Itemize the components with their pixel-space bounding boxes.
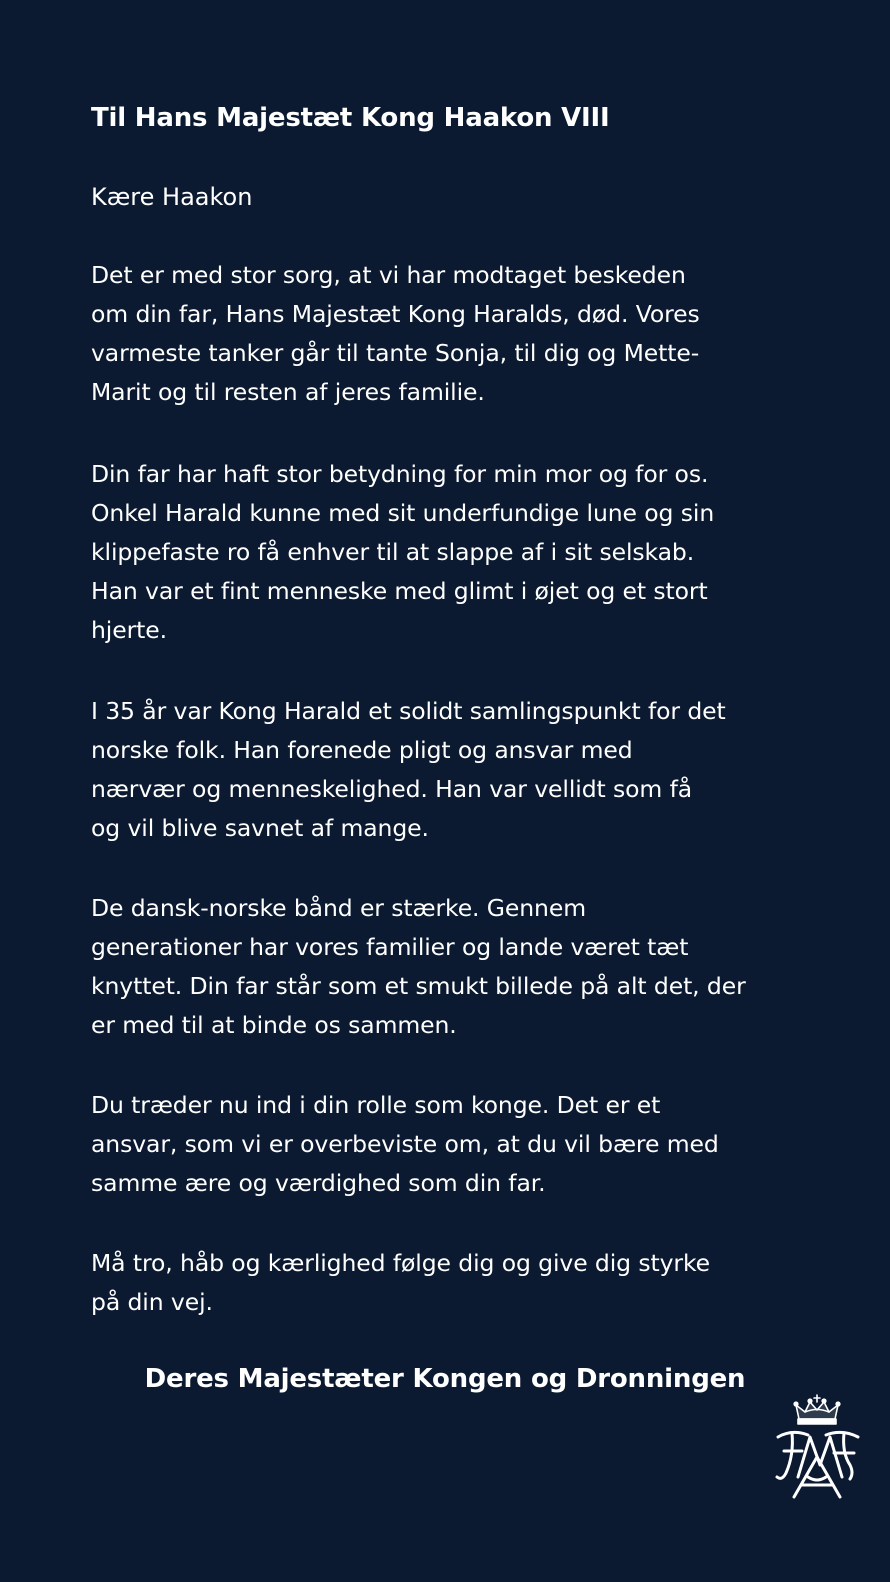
paragraph-line: Det er med stor sorg, at vi har modtaget beskeden (91, 261, 686, 289)
paragraph-line: og vil blive savnet af mange. (91, 814, 429, 842)
paragraph-line: Onkel Harald kunne med sit underfundige lune og sin (91, 499, 715, 527)
paragraph-line: generationer har vores familier og lande været tæt (91, 933, 689, 961)
letter-paragraph-3 (91, 692, 811, 848)
paragraph-line: Han var et fint menneske med glimt i øjet og et stort (91, 577, 708, 605)
letter-greeting: Kære Haakon (91, 183, 253, 211)
letter-heading: Til Hans Majestæt Kong Haakon VIII (91, 103, 610, 133)
paragraph-line: norske folk. Han forenede pligt og ansvar med (91, 736, 633, 764)
letter-paragraph-2 (91, 455, 811, 650)
paragraph-line: varmeste tanker går til tante Sonja, til dig og Mette- (91, 339, 700, 367)
paragraph-line: Din far har haft stor betydning for min mor og for os. (91, 460, 709, 488)
paragraph-line: I 35 år var Kong Harald et solidt samlingspunkt for det (91, 697, 726, 725)
paragraph-line: på din vej. (91, 1288, 213, 1316)
paragraph-line: klippefaste ro få enhver til at slappe af i sit selskab. (91, 538, 695, 566)
paragraph-line: er med til at binde os sammen. (91, 1011, 457, 1039)
letter-paragraph-5 (91, 1086, 811, 1203)
letter-paragraph-1 (91, 256, 811, 412)
paragraph-line: samme ære og værdighed som din far. (91, 1169, 546, 1197)
paragraph-line: om din far, Hans Majestæt Kong Haralds, død. Vores (91, 300, 700, 328)
letter-paragraph-6 (91, 1244, 811, 1322)
paragraph-line: Du træder nu ind i din rolle som konge. Det er et (91, 1091, 661, 1119)
paragraph-line: De dansk-norske bånd er stærke. Gennem (91, 894, 587, 922)
paragraph-line: Marit og til resten af jeres familie. (91, 378, 485, 406)
paragraph-line: hjerte. (91, 616, 167, 644)
paragraph-line: nærvær og menneskelighed. Han var vellidt som få (91, 775, 693, 803)
letter-paragraph-4 (91, 889, 811, 1045)
paragraph-line: Må tro, håb og kærlighed følge dig og give dig styrke (91, 1249, 711, 1277)
crowned-royal-monogram-icon (772, 1393, 862, 1503)
letter-signature: Deres Majestæter Kongen og Dronningen (144, 1364, 746, 1394)
paragraph-line: ansvar, som vi er overbeviste om, at du vil bære med (91, 1130, 719, 1158)
paragraph-line: knyttet. Din far står som et smukt billede på alt det, der (91, 972, 746, 1000)
